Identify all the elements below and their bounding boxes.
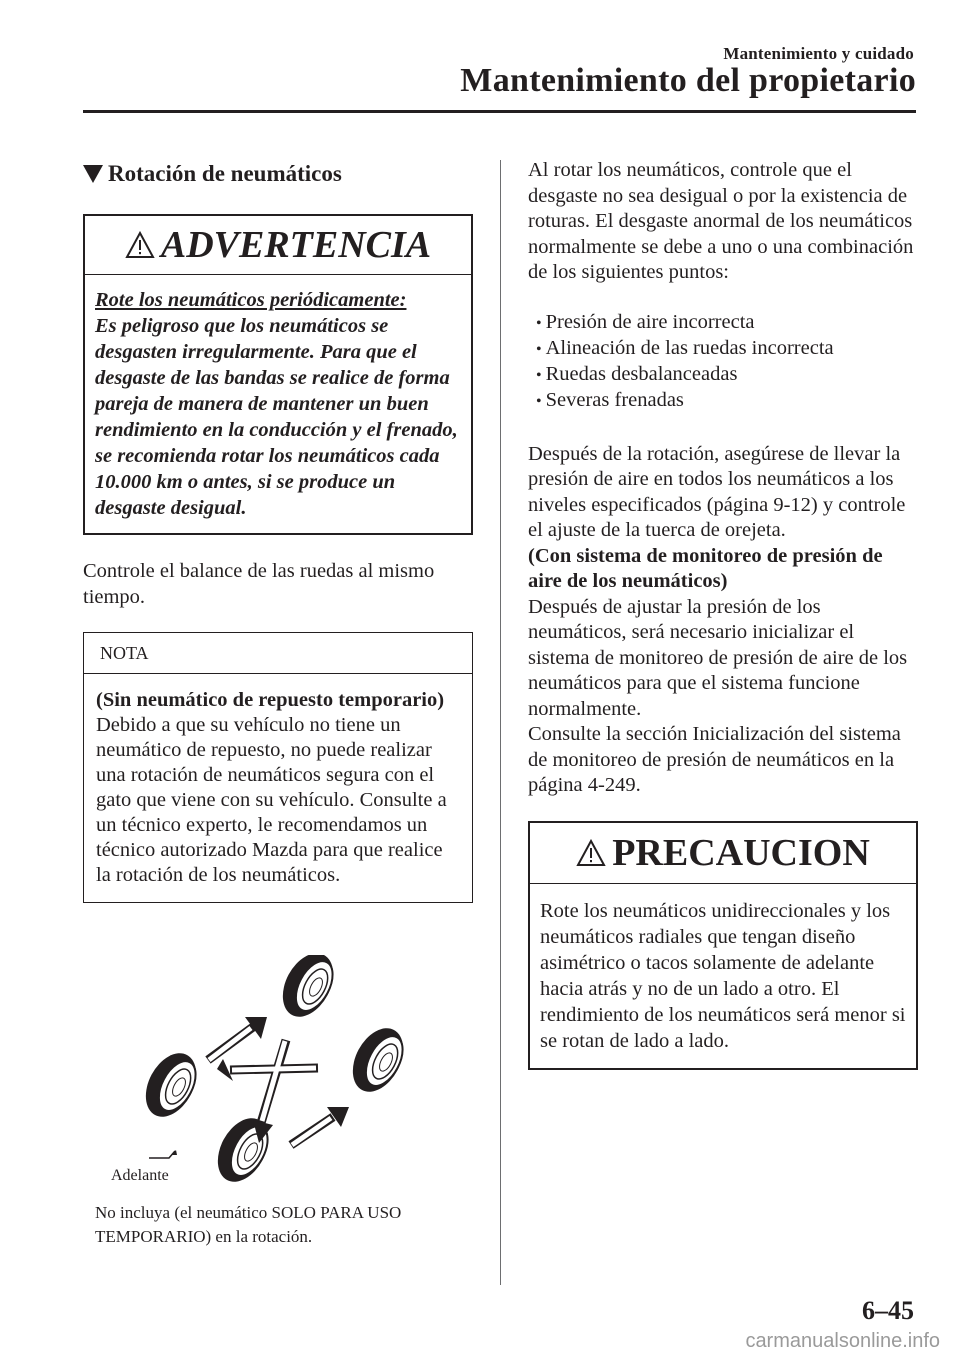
tire-rotation-illustration [83,955,473,1195]
page-title: Mantenimiento del propietario [460,62,916,99]
tire-rear-left [208,1110,279,1191]
advertencia-body [85,275,471,533]
column-divider [500,160,501,1285]
advertencia-title: ADVERTENCIA [160,224,432,266]
advertencia-text: Es peligroso que los neumáticos se desgasten irregularmente. Para que el desgaste de las bandas se realice de forma pareja de manera de mantener un buen rendimiento en la conducción y el frenado, se recomienda rotar los neumáticos cada 10.000 km o antes, si se produce un desgaste desigual. [95,315,458,519]
diagram-caption: No incluya (el neumático SOLO PARA USO TEMPORARIO) en la rotación. [95,1203,402,1246]
precaucion-body: Rote los neumáticos unidireccionales y los neumáticos radiales que tengan diseño asimétrico o tacos solamente de adelante hacia atrás y no de un lado a otro. El rendimiento de los neumáticos será menor si se rotan de lado a lado. [540,899,906,1052]
left-column [83,158,473,1249]
header-rule [83,110,916,113]
page-number: 6–45 [862,1296,914,1325]
triangle-down-icon [83,165,103,183]
cause-list [528,310,918,414]
front-pointer-icon [149,1151,175,1158]
advertencia-header [85,216,471,275]
tire-front-right [273,955,344,1025]
chapter-label: Mantenimiento y cuidado [723,44,914,63]
nota-box [83,632,473,903]
watermark: carmanualsonline.info [745,1330,940,1352]
precaucion-box [528,821,918,1070]
precaucion-title: PRECAUCION [612,831,870,874]
list-item: • Presión de aire incorrecta [536,310,918,336]
section-heading [83,158,473,190]
right-column [528,158,918,1070]
list-item: • Alineación de las ruedas incorrecta [536,336,918,362]
intro-paragraph: Al rotar los neumáticos, controle que el desgaste no sea desigual o por la existencia de roturas. El desgaste anormal de los neumáticos normalmente se debe a uno o una combinación de los siguientes puntos: [528,159,914,283]
tpms-paragraph: Después de ajustar la presión de los neumáticos, será necesario inicializar el sistema de monitoreo de presión de aire de los neumáticos para que el sistema funcione normalmente. [528,595,908,720]
advertencia-box [83,214,473,535]
adelante-label: Adelante [111,1167,169,1184]
tpms-heading: (Con sistema de monitoreo de presión de aire de los neumáticos) [528,544,883,592]
list-item: • Severas frenadas [536,388,918,414]
tire-front-left [136,1045,207,1126]
nota-subhead: (Sin neumático de repuesto temporario) [96,689,445,711]
warning-triangle-icon [125,231,155,259]
tire-rotation-diagram [83,955,473,1195]
balance-paragraph: Controle el balance de las ruedas al mismo tiempo. [83,560,435,608]
nota-body [84,674,472,902]
nota-text: Debido a que su vehículo no tiene un neumático de repuesto, no puede realizar una rotación de neumáticos segura con el gato que viene con su vehículo. Consulte a un técnico experto, le recomendamos un técnico autorizado Mazda para que realice la rotación de los neumáticos. [96,714,447,886]
after-rotation-paragraph: Después de la rotación, asegúrese de llevar la presión de aire en todos los neumáticos a los niveles especificados (página 9-12) y controle el ajuste de la tuerca de orejeta. [528,442,906,541]
consult-paragraph: Consulte la sección Inicialización del sistema de monitoreo de presión de neumáticos en la página 4-249. [528,723,901,796]
list-item: • Ruedas desbalanceadas [536,362,918,388]
advertencia-lead: Rote los neumáticos periódicamente: [95,289,407,311]
nota-header: NOTA [84,633,472,674]
section-heading-text: Rotación de neumáticos [108,161,342,186]
tire-rear-right [343,1020,414,1101]
precaucion-header [530,823,916,884]
warning-triangle-icon [576,839,606,867]
